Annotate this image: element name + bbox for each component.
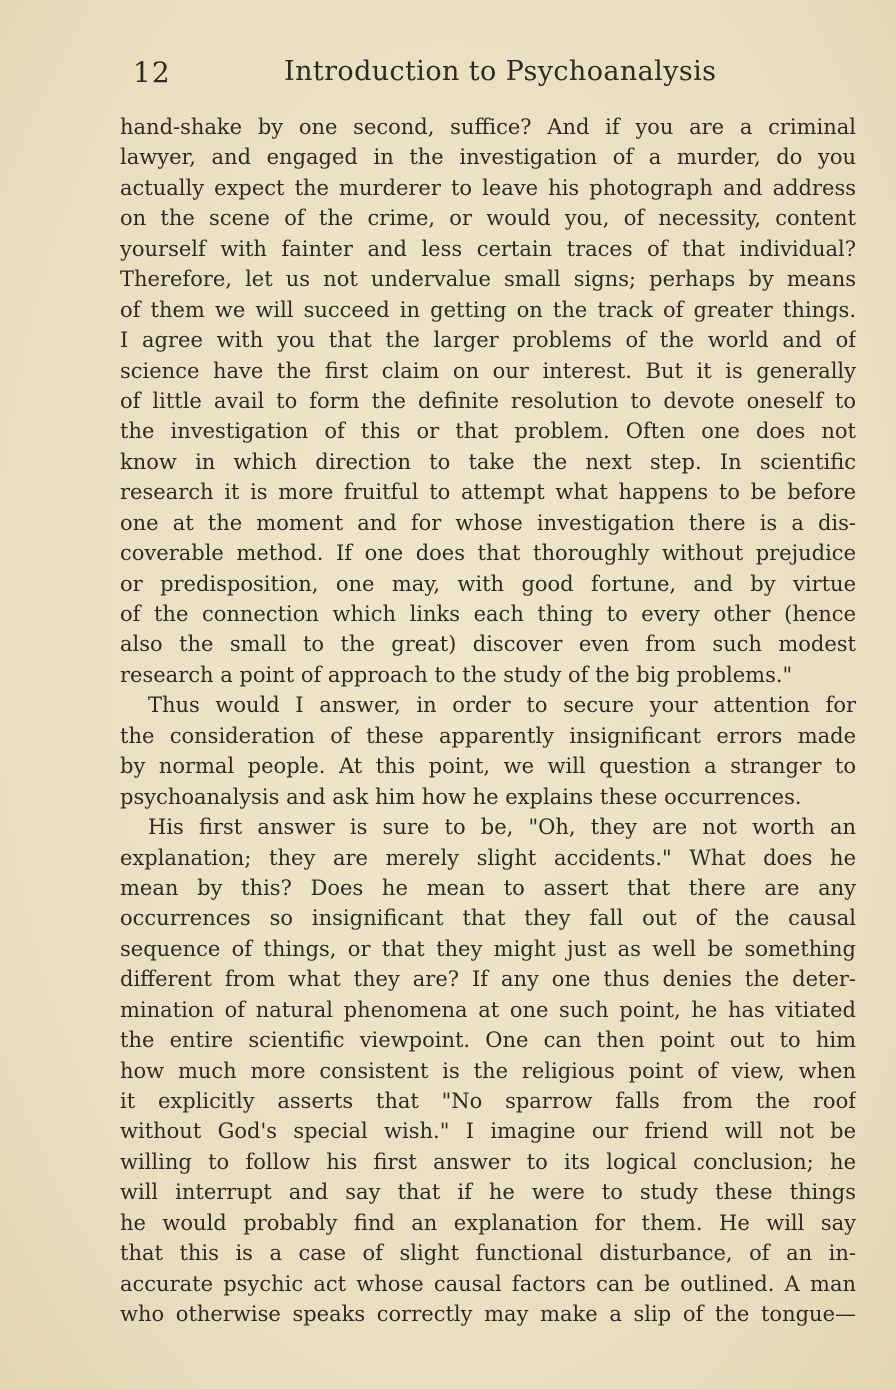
- text-line: hand-shake by one second, suffice? And if you are a criminal: [120, 115, 856, 139]
- text-line: without God's special wish." I imagine our friend will not be: [120, 1119, 856, 1144]
- text-line: mination of natural phenomena at one such point, he has vitiated: [120, 997, 856, 1022]
- text-line: lawyer, and engaged in the investigation of a murder, do you: [120, 145, 856, 170]
- text-line: on the scene of the crime, or would you, of necessity, content: [120, 206, 856, 231]
- text-line: the consideration of these apparently insignificant errors made: [120, 723, 856, 748]
- text-line: the entire scientific viewpoint. One can then point out to him: [120, 1028, 856, 1053]
- text-line: sequence of things, or that they might just as well be something: [120, 936, 856, 961]
- text-line: of little avail to form the definite resolution to devote oneself to: [120, 388, 856, 413]
- text-line: also the small to the great) discover even from such modest: [120, 632, 856, 657]
- text-line: by normal people. At this point, we will question a stranger to: [120, 754, 856, 779]
- text-line: or predisposition, one may, with good fortune, and by virtue: [120, 571, 856, 596]
- text-line: accurate psychic act whose causal factors can be outlined. A man: [120, 1271, 856, 1296]
- text-line: of them we will succeed in getting on the track of greater things.: [120, 297, 856, 322]
- text-line: Thus would I answer, in order to secure your attention for: [148, 693, 856, 718]
- text-line: willing to follow his first answer to its logical conclusion; he: [120, 1149, 856, 1174]
- text-line: science have the first claim on our interest. But it is generally: [120, 358, 856, 383]
- text-line: research it is more fruitful to attempt what happens to be before: [120, 480, 856, 505]
- text-line: of the connection which links each thing to every other (hence: [120, 602, 856, 626]
- text-line: psychoanalysis and ask him how he explains these occurrences.: [120, 784, 802, 809]
- text-line: Therefore, let us not undervalue small signs; perhaps by means: [120, 267, 856, 292]
- text-line: actually expect the murderer to leave his photograph and address: [120, 175, 856, 200]
- text-line: he would probably find an explanation for them. He will say: [120, 1210, 856, 1235]
- text-line: that this is a case of slight functional disturbance, of an in-: [120, 1241, 856, 1266]
- text-line: research a point of approach to the study of the big problems.": [120, 662, 793, 687]
- running-title: Introduction to Psychoanalysis: [284, 56, 717, 87]
- text-line: the investigation of this or that problem. Often one does not: [120, 419, 856, 444]
- page-number: 12: [133, 56, 171, 89]
- text-line: know in which direction to take the next step. In scientific: [120, 449, 856, 474]
- text-line: mean by this? Does he mean to assert that there are any: [120, 875, 856, 900]
- text-line: occurrences so insignificant that they fall out of the causal: [120, 906, 856, 931]
- body-text: [120, 112, 856, 1330]
- text-line: I agree with you that the larger problems of the world and of: [120, 328, 856, 353]
- page-header: [0, 52, 896, 102]
- text-line: it explicitly asserts that "No sparrow falls from the roof: [120, 1089, 856, 1113]
- text-line: coverable method. If one does that thoroughly without prejudice: [120, 541, 856, 566]
- text-line: yourself with fainter and less certain traces of that individual?: [120, 236, 856, 261]
- text-line: His first answer is sure to be, "Oh, they are not worth an: [148, 815, 856, 840]
- text-line: how much more consistent is the religious point of view, when: [120, 1058, 856, 1083]
- text-line: explanation; they are merely slight accidents." What does he: [120, 845, 856, 870]
- text-line: different from what they are? If any one thus denies the deter-: [120, 967, 856, 992]
- text-line: will interrupt and say that if he were to study these things: [120, 1180, 856, 1205]
- text-line: who otherwise speaks correctly may make a slip of the tongue—: [120, 1302, 856, 1327]
- text-line: one at the moment and for whose investigation there is a dis-: [120, 510, 856, 535]
